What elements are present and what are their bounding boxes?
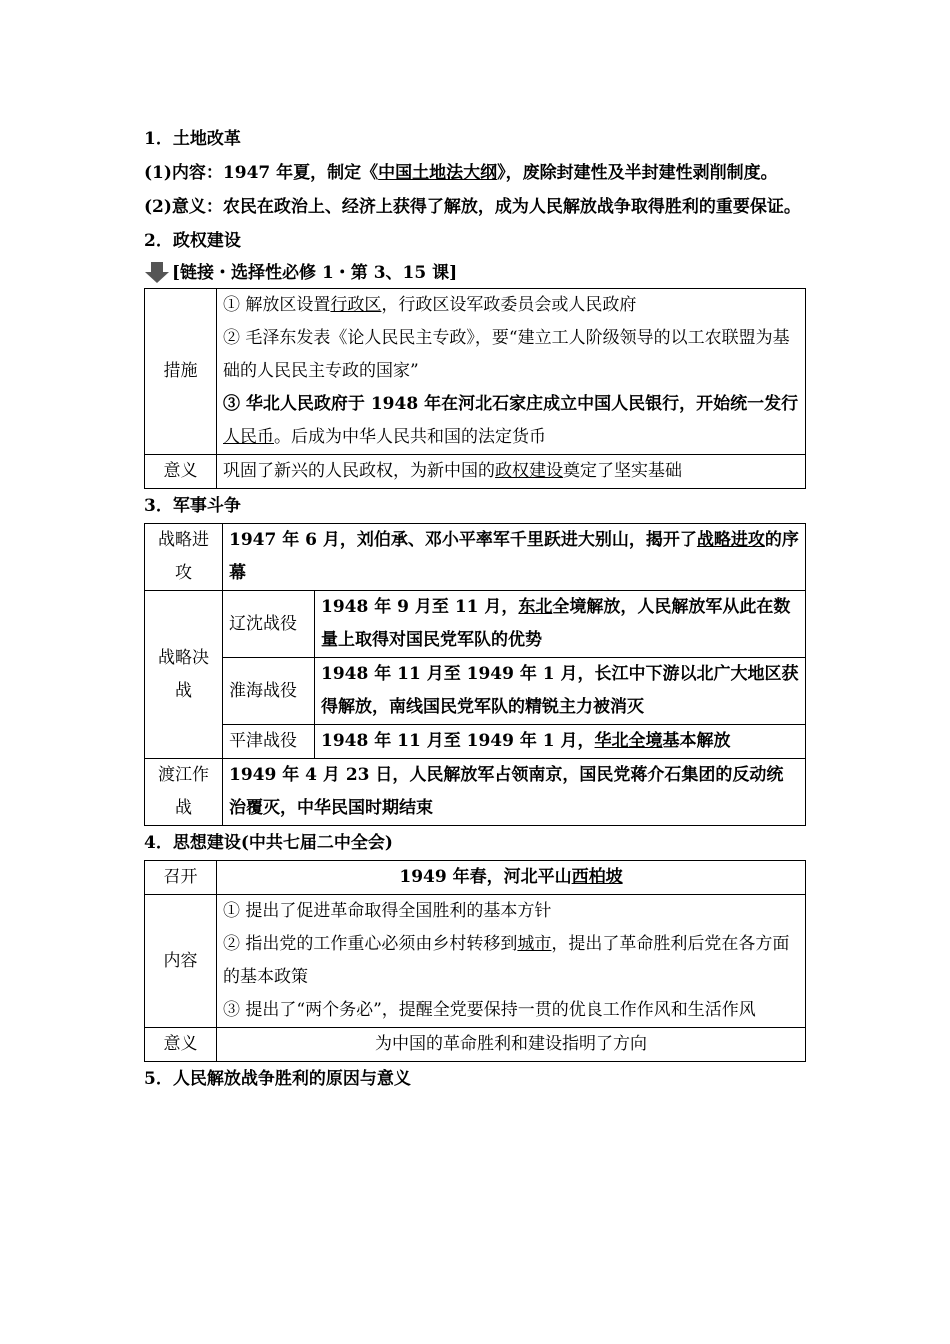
content-3: ③ 提出了“两个务必”，提醒全党要保持一贯的优良工作作风和生活作风 [223, 1000, 756, 1020]
measure-1-b: ，行政区设军政委员会或人民政府 [381, 295, 637, 315]
pingjin-a: 1948 年 11 月至 1949 年 1 月， [321, 731, 595, 751]
content-2-a: ② 指出党的工作重心必须由乡村转移到 [223, 934, 518, 954]
table-row [145, 1028, 806, 1062]
measure-3-a: ③ 华北人民政府于 1948 年在河北石家庄成立中国人民银行，开始统一发行 [223, 394, 799, 414]
meaning-label: 意义 [145, 455, 217, 489]
convene-cell [217, 861, 806, 895]
content-2-b: ，提出了革命胜利后党在各方面的基本政策 [223, 934, 790, 987]
attack-cell [223, 524, 806, 591]
table-row [145, 524, 806, 591]
section-5-title: 5．人民解放战争胜利的原因与意义 [144, 1069, 411, 1089]
admin-region-term: 行政区 [330, 295, 382, 315]
huaihai-cell: 1948 年 11 月至 1949 年 1 月，长江中下游以北广大地区获得解放，南线国民党军队的精锐主力被消灭 [315, 658, 806, 725]
crossing-cell: 1949 年 4 月 23 日，人民解放军占领南京，国民党蒋介石集团的反动统治覆灭，中华民国时期结束 [223, 759, 806, 826]
arrow-down-icon [144, 262, 170, 284]
xibaipo-term: 西柏坡 [571, 867, 623, 887]
regime-term: 政权建设 [495, 461, 563, 481]
document-page [144, 122, 806, 1096]
table-row [145, 591, 806, 658]
north-china-term: 华北全境 [594, 731, 663, 751]
rmb-term: 人民币 [223, 427, 274, 447]
section-1-title: 1．土地改革 [144, 129, 241, 149]
measure-1-a: ① 解放区设置 [223, 295, 331, 315]
table-row [145, 759, 806, 826]
measure-3 [223, 388, 799, 454]
liaoshen-label: 辽沈战役 [223, 591, 315, 658]
content-cell [217, 895, 806, 1028]
liaoshen-b: 全境解放，人民解放军从此在数量上取得对国民党军队的优势 [321, 597, 791, 650]
attack-label: 战略进攻 [145, 524, 223, 591]
ideology-table [144, 860, 806, 1062]
table-row [145, 895, 806, 1028]
crossing-label: 渡江作战 [145, 759, 223, 826]
content-label: 内容 [145, 895, 217, 1028]
table-row [145, 861, 806, 895]
land-law-term: 中国土地法大纲 [378, 163, 498, 183]
content-prefix: (1)内容：1947 年夏，制定《 [144, 163, 379, 183]
section-4-title: 4．思想建设(中共七届二中全会) [144, 833, 393, 853]
meaning-text: (2)意义：农民在政治上、经济上获得了解放，成为人民解放战争取得胜利的重要保证。 [144, 197, 801, 217]
measures-label: 措施 [145, 289, 217, 455]
attack-b: 的序幕 [229, 530, 799, 583]
table-row [145, 658, 806, 725]
meaning-cell: 为中国的革命胜利和建设指明了方向 [217, 1028, 806, 1062]
government-table [144, 288, 806, 489]
meaning-a: 巩固了新兴的人民政权，为新中国的 [223, 461, 495, 481]
liaoshen-a: 1948 年 9 月至 11 月， [321, 597, 519, 617]
convene-label: 召开 [145, 861, 217, 895]
attack-term: 战略进攻 [696, 530, 765, 550]
meaning-label: 意义 [145, 1028, 217, 1062]
pingjin-label: 平津战役 [223, 725, 315, 759]
section-3-title: 3．军事斗争 [144, 496, 241, 516]
content-suffix: 》，废除封建性及半封建性剥削制度。 [497, 163, 778, 183]
liaoshen-cell [315, 591, 806, 658]
city-term: 城市 [517, 934, 552, 954]
content-1: ① 提出了促进革命取得全国胜利的基本方针 [223, 901, 552, 921]
link-text: [链接・选择性必修 1・第 3、15 课] [172, 263, 458, 283]
convene-a: 1949 年春，河北平山 [399, 867, 572, 887]
content-2 [223, 928, 799, 994]
table-row [145, 455, 806, 489]
table-row [145, 289, 806, 455]
measure-3-b: 。后成为中华人民共和国的法定货币 [274, 427, 546, 447]
section-1-content [144, 156, 806, 190]
measure-1 [223, 289, 799, 322]
pingjin-b: 基本解放 [662, 731, 731, 751]
huaihai-label: 淮海战役 [223, 658, 315, 725]
meaning-b: 奠定了坚实基础 [563, 461, 682, 481]
section-1-meaning [144, 190, 806, 224]
pingjin-cell [315, 725, 806, 759]
northeast-term: 东北 [518, 597, 553, 617]
section-2-title: 2．政权建设 [144, 231, 241, 251]
table-row [145, 725, 806, 759]
measures-cell [217, 289, 806, 455]
military-table [144, 523, 806, 826]
attack-a: 1947 年 6 月，刘伯承、邓小平率军千里跃进大别山，揭开了 [229, 530, 697, 550]
measure-2: ② 毛泽东发表《论人民民主专政》，要“建立工人阶级领导的以工农联盟为基础的人民民主专政的国家” [223, 328, 790, 381]
link-reference [144, 258, 806, 288]
meaning-cell [217, 455, 806, 489]
decisive-label: 战略决战 [145, 591, 223, 759]
